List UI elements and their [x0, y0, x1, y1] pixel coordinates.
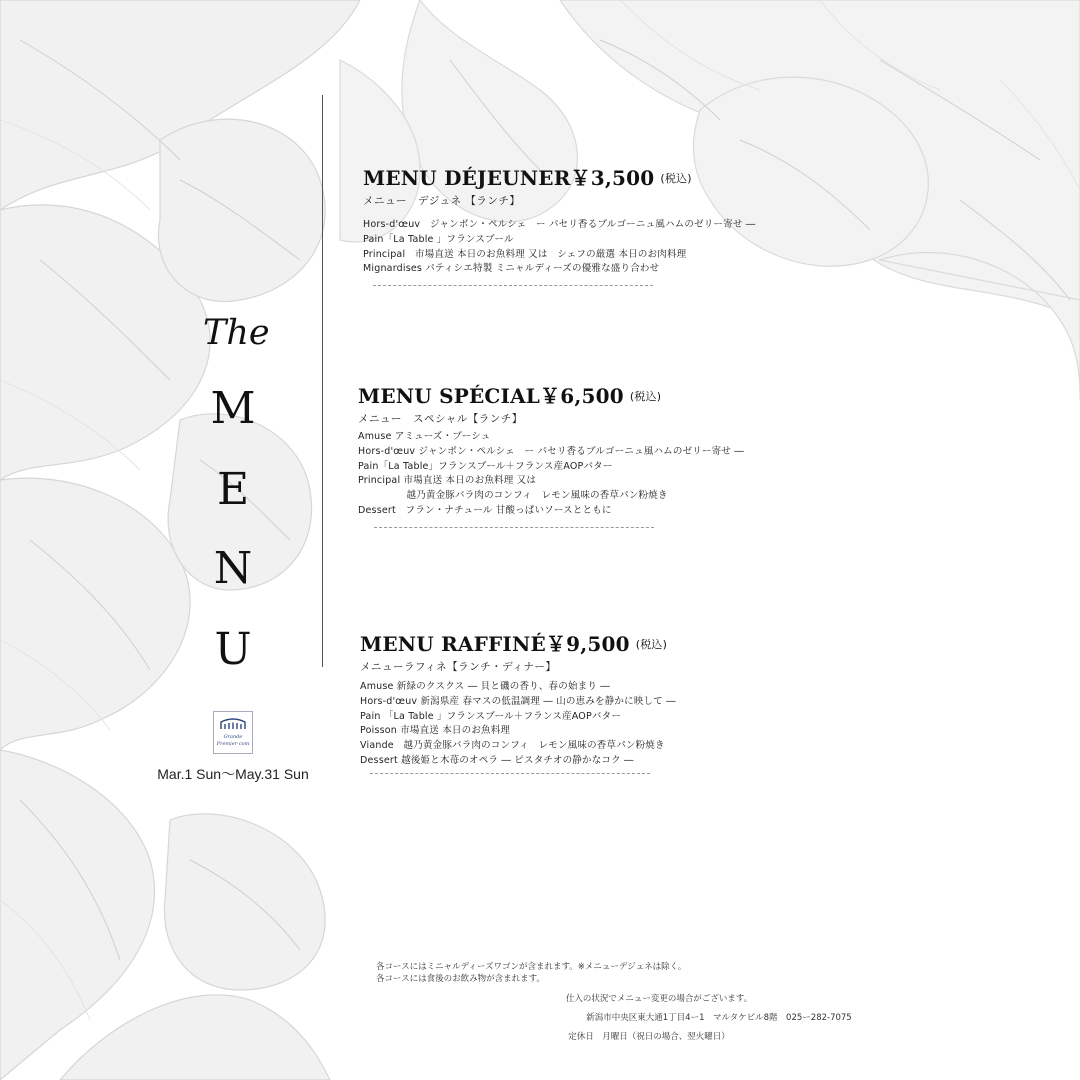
- footer-address: 新潟市中央区東大通1丁目4ー1 マルタケビル8階 025ー282-7075: [586, 1013, 852, 1023]
- course-line: Principal 市場直送 本日のお魚料理 又は: [358, 475, 537, 487]
- dotted-rule: [370, 773, 650, 774]
- menu-courses: [360, 680, 676, 769]
- course-line: Amuse 新緑のクスクス ― 貝と磯の香り、春の始まり ―: [360, 681, 610, 692]
- menu-raffine: [360, 628, 676, 774]
- dotted-rule: [374, 527, 654, 528]
- logo-text-line1: Grande: [223, 734, 243, 740]
- menu-title: [363, 162, 756, 191]
- menu-title-text: MENU SPÉCIAL￥6,500: [358, 384, 624, 408]
- menu-subtitle: メニュー デジュネ 【ランチ】: [363, 195, 521, 207]
- course-line: Principal 市場直送 本日のお魚料理 又は シェフの厳選 本日のお肉料理: [363, 248, 687, 260]
- logo-text-line2: Premier·com: [216, 741, 250, 747]
- menu-title: [358, 380, 744, 409]
- course-line: Dessert フラン・ナチュール 甘酸っぱいソースとともに: [358, 504, 612, 516]
- the-heading: The: [203, 313, 270, 353]
- menu-special: [358, 380, 744, 528]
- course-line: Hors-d'œuv ジャンボン・ペルシェ ー パセリ香るブルゴーニュ風ハムのゼリー寄せ ―: [358, 445, 745, 457]
- vertical-divider: [322, 95, 323, 667]
- footer-notice: 仕入の状況でメニュー変更の場合がございます。: [565, 994, 753, 1004]
- menu-dates: Mar.1 Sun〜May.31 Sun: [157, 766, 309, 782]
- tax-note: (税込): [635, 638, 668, 651]
- course-line: Hors-d'œuv ジャンボン・ペルシェ ー パセリ香るブルゴーニュ風ハムのゼリー寄せ ―: [363, 219, 756, 230]
- menu-courses: [363, 218, 756, 277]
- footer-closed-days: 定休日 月曜日（祝日の場合、翌火曜日）: [568, 1032, 730, 1042]
- tax-note: (税込): [629, 390, 662, 403]
- course-line: Viande 越乃黄金豚バラ肉のコンフィ レモン風味の香草パン粉焼き: [360, 740, 665, 752]
- course-line: Pain 「La Table 」フランスブール＋フランス産AOPバター: [360, 710, 622, 722]
- tax-note: (税込): [660, 172, 692, 185]
- dotted-rule: [373, 285, 653, 286]
- footer-note-1: 各コースにはミニャルディーズワゴンが含まれます。※メニューデジュネは除く。: [376, 962, 687, 972]
- course-line: Pain「La Table」フランスブール＋フランス産AOPバター: [358, 460, 613, 472]
- course-line: Dessert 越後姫と木苺のオペラ ― ピスタチオの静かなコク ―: [360, 754, 634, 766]
- arch-logo-icon: [220, 718, 246, 730]
- menu-title-text: MENU RAFFINÉ￥9,500: [360, 632, 630, 656]
- course-line: Amuse アミューズ・ブーシュ: [358, 431, 491, 442]
- menu-dejeuner: [363, 162, 756, 286]
- course-line: Pain「La Table 」フランスブール: [363, 233, 514, 245]
- menu-subtitle: メニュー スペシャル【ランチ】: [358, 413, 523, 425]
- menu-letter-u: U: [214, 624, 252, 675]
- menu-courses: [358, 430, 744, 519]
- footer-note-2: 各コースには食後のお飲み物が含まれます。: [376, 974, 545, 984]
- menu-title: [360, 628, 676, 657]
- course-line: Poisson 市場直送 本日のお魚料理: [360, 725, 511, 737]
- menu-letter-n: N: [213, 543, 253, 594]
- menu-letter-m: M: [210, 383, 256, 434]
- course-line: 越乃黄金豚バラ肉のコンフィ レモン風味の香草パン粉焼き: [358, 490, 668, 502]
- menu-subtitle: メニューラフィネ【ランチ・ディナー】: [360, 661, 557, 673]
- course-line: Hors-d'œuv 新潟県産 春マスの低温調理 ― 山の恵みを静かに映して ―: [360, 695, 676, 707]
- menu-title-text: MENU DÉJEUNER￥3,500: [363, 166, 655, 190]
- course-line: Mignardises パティシエ特製 ミニャルディーズの優雅な盛り合わせ: [363, 263, 660, 275]
- restaurant-logo: [213, 711, 253, 754]
- menu-letter-e: E: [216, 464, 250, 515]
